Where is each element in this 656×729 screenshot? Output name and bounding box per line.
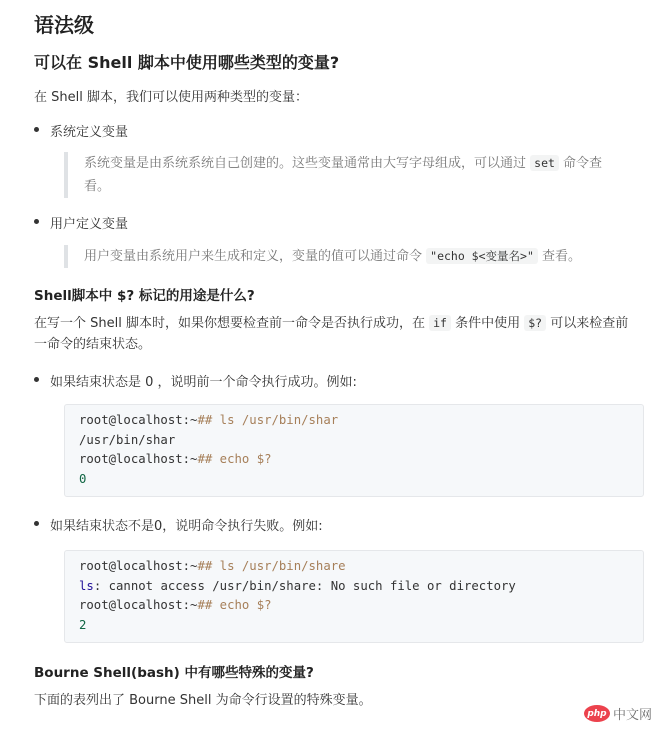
inline-code-status: $?	[524, 315, 546, 331]
code-command: ## ls /usr/bin/share	[197, 559, 346, 573]
code-command: ## echo $?	[197, 598, 272, 612]
code-output: 0	[79, 471, 87, 486]
section-heading-variable-types: 可以在 Shell 脚本中使用哪些类型的变量?	[34, 53, 340, 72]
code-block-success	[64, 404, 644, 497]
quote-text: 命令查	[558, 156, 603, 171]
code-command: ## echo $?	[197, 452, 272, 466]
special-variables-text: 下面的表列出了 Bourne Shell 为命令行设置的特殊变量。	[34, 693, 372, 708]
page-title: 语法级	[34, 13, 94, 37]
inline-code-echo: "echo $<变量名>"	[426, 248, 538, 264]
paragraph-text: 在写一个 Shell 脚本时，如果你想要检查前一命令是否执行成功，在	[34, 316, 430, 331]
paragraph-text: 一命令的结束状态。	[34, 337, 152, 352]
paragraph-text: 条件中使用	[450, 316, 525, 331]
code-output: : cannot access /usr/bin/share: No such file or directory	[93, 578, 516, 593]
list-item-exit-zero: 如果结束状态是 0 ，说明前一个命令执行成功。例如:	[50, 371, 357, 390]
exit-status-text	[34, 313, 640, 355]
php-cn-watermark	[584, 704, 652, 723]
php-logo-icon: php	[584, 705, 610, 722]
quote-text: 用户变量由系统用户来生成和定义，变量的值可以通过命令	[84, 249, 427, 264]
inline-code-if: if	[429, 315, 451, 331]
list-item-user-variables: 用户定义变量	[50, 213, 128, 232]
code-prompt: root@localhost:~	[79, 559, 198, 573]
paragraph-text: 可以来检查前	[546, 316, 629, 331]
quote-text: 看。	[84, 179, 111, 194]
section-heading-special-variables: Bourne Shell(bash) 中有哪些特殊的变量?	[34, 665, 314, 681]
list-item-exit-nonzero: 如果结束状态不是0，说明命令执行失败。例如:	[50, 515, 323, 534]
code-output: 2	[79, 617, 87, 632]
code-prompt: root@localhost:~	[79, 452, 198, 466]
code-block-failure	[64, 550, 644, 643]
code-output: ls	[79, 578, 94, 593]
code-prompt: root@localhost:~	[79, 598, 198, 612]
quote-text: 系统变量是由系统系统自己创建的。这些变量通常由大写字母组成，可以通过	[84, 156, 531, 171]
quote-text: 查看。	[537, 249, 582, 264]
blockquote-user-variables	[64, 245, 654, 268]
code-command: ## ls /usr/bin/shar	[197, 413, 339, 427]
code-prompt: root@localhost:~	[79, 413, 198, 427]
watermark-text: 中文网	[612, 708, 652, 723]
list-item-system-variables: 系统定义变量	[50, 121, 128, 140]
intro-text: 在 Shell 脚本，我们可以使用两种类型的变量：	[34, 90, 308, 105]
blockquote-system-variables	[64, 152, 654, 198]
section-heading-exit-status: Shell脚本中 $? 标记的用途是什么?	[34, 288, 255, 304]
code-output: /usr/bin/shar	[79, 432, 176, 447]
inline-code-set: set	[530, 155, 559, 171]
